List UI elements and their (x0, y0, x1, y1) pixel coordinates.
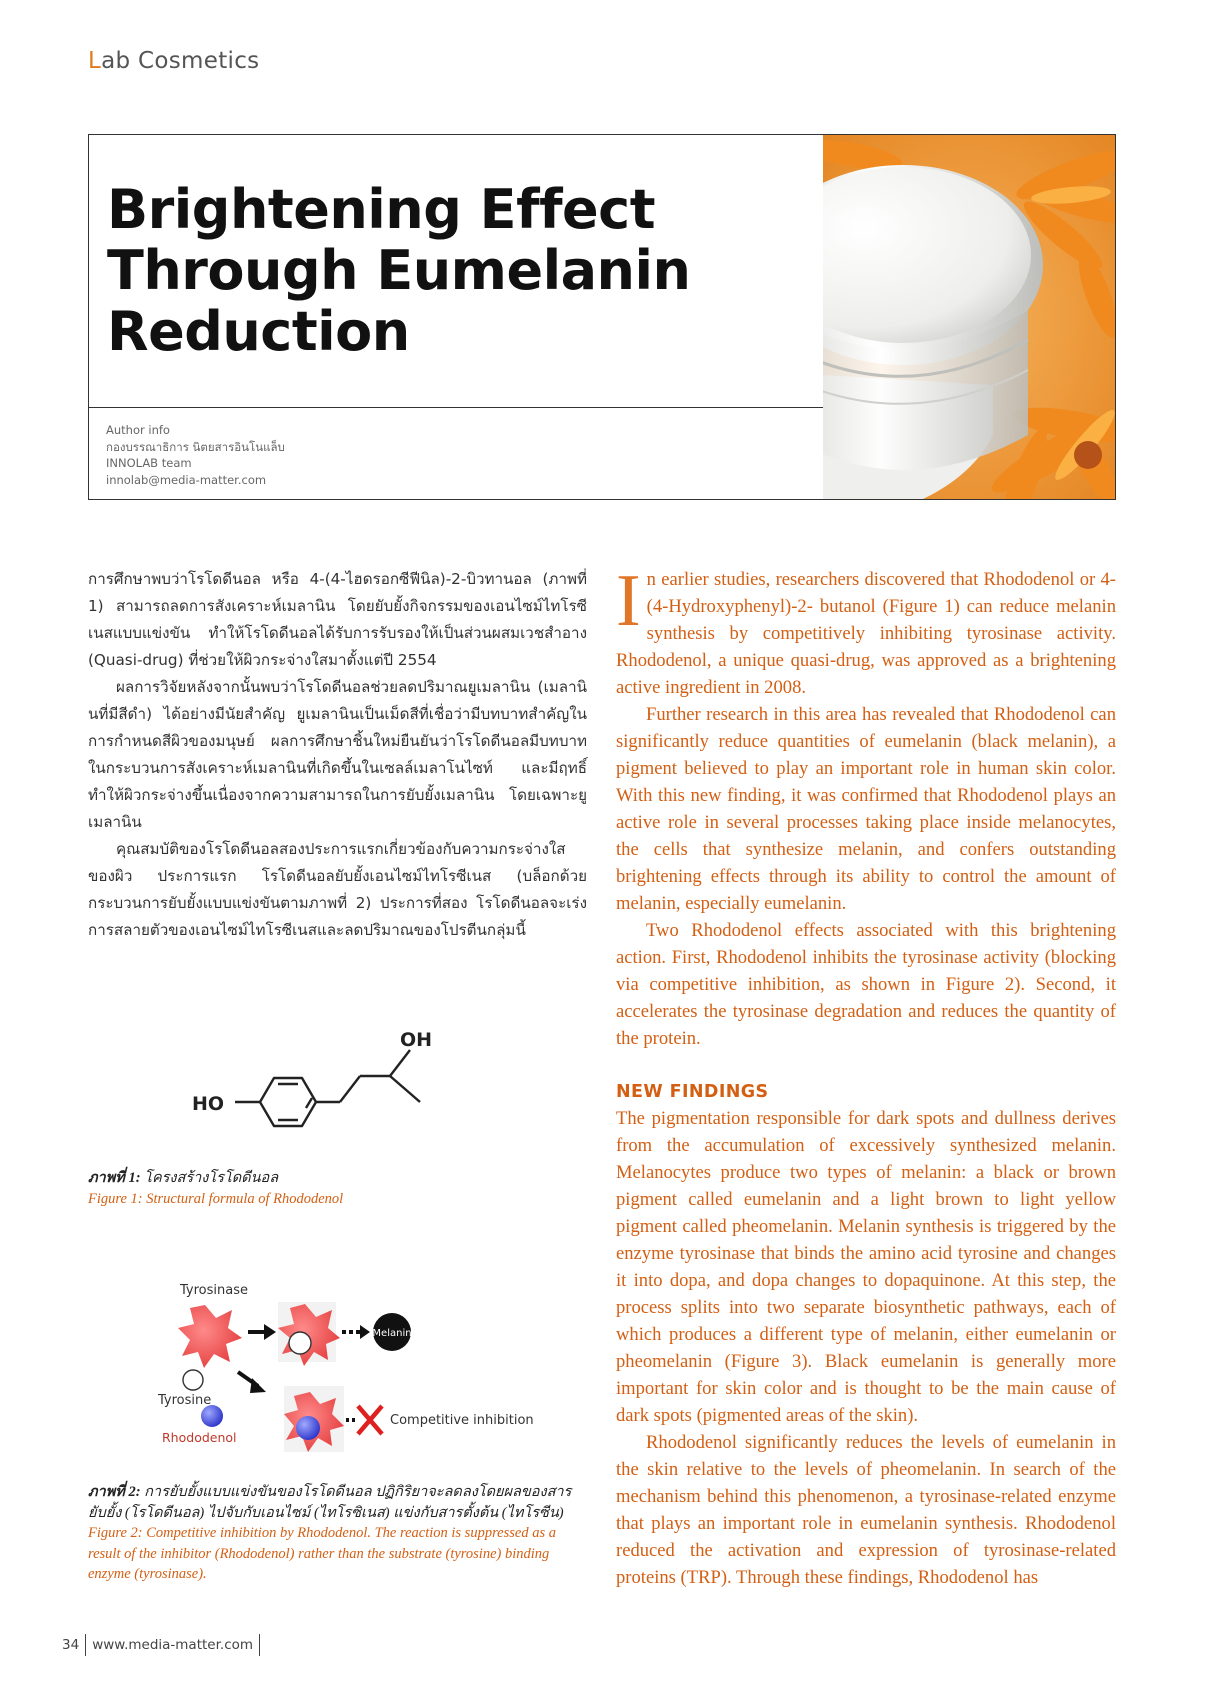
figure-1-structural-formula (190, 1020, 480, 1150)
figure-2-caption: ภาพที่ 2: การยับยั้งแบบแข่งขันของโรโดดีนอล ปฏิกิริยาจะลดลงโดยผลของสารยับยั้ง (โรโดดีนอล) ไปจับกับเอนไซม์ (ไทโรซิเนส) แข่งกับสารตั้งต้น (ไทโรซีน) Figure 2: Competitive inhibition by Rhododenol. The reaction is suppressed as a result of the inhibitor (Rhododenol) rather than the substrate (tyrosine) binding enzyme (tyrosinase). (88, 1484, 572, 1582)
dotted-arrow-icon (342, 1325, 370, 1339)
english-paragraph-1: In earlier studies, researchers discovered that Rhododenol or 4-(4-Hydroxyphenyl)-2- butanol (Figure 1) can reduce melanin synthesis by competitively inhibiting tyrosinase activity. Rhododenol, a unique quasi-drug, was approved as a brightening active ingredient in 2008. (616, 560, 1116, 698)
page-footer (62, 1634, 266, 1656)
tyrosine-icon (183, 1370, 203, 1390)
divider (89, 407, 823, 408)
author-email: innolab@media-matter.com (106, 472, 267, 487)
ho-label: HO (192, 1093, 225, 1115)
figure-2-competitive-inhibition (150, 1280, 550, 1460)
inhibited-complex-icon (284, 1386, 344, 1452)
figure-1-caption: ภาพที่ 1: โครงสร้างโรโดดีนอล Figure 1: Structural formula of Rhododenol (88, 1170, 344, 1207)
english-paragraph-2: Further research in this area has revealed that Rhododenol can significantly reduce quantities of eumelanin (black melanin), a pigment believed to play an important role in human skin color. With this new finding, it was confirmed that Rhododenol plays an active role in several processes taking place inside melanocytes, the cells that synthesize melanin, and confers outstanding brightening effects through its ability to control the amount of melanin, especially eumelanin. (616, 704, 1116, 914)
english-paragraph-4: The pigmentation responsible for dark spots and dullness derives from the accumulation of excessively synthesized melanin. Melanocytes produce two types of melanin: a black or brown pigment called eumelanin and a light brown to light yellow pigment called pheomelanin. Melanin synthesis is triggered by the enzyme tyrosinase that binds the amino acid tyrosine and changes it into dopa, and dopa changes to dopaquinone. At this step, the process splits into two separate biosynthetic pathways, each of which produces a different type of melanin, either eumelanin or pheomelanin (Figure 3). Black eumelanin is generally more important for skin color and is thought to be the main cause of dark spots (pigmented areas of the skin). (616, 1108, 1116, 1426)
enzyme-substrate-complex-icon (278, 1302, 340, 1366)
article-header (88, 134, 1116, 500)
rhododenol-label: Rhododenol (162, 1430, 237, 1445)
melanin-label: Melanin (372, 1328, 412, 1339)
oh-label: OH (400, 1029, 433, 1051)
english-column (616, 560, 1116, 1591)
cross-icon (358, 1406, 382, 1434)
thai-column (88, 566, 587, 944)
rhododenol-icon (201, 1405, 223, 1427)
page-number: 34 (62, 1637, 80, 1653)
dropcap: I (616, 560, 641, 642)
article-title: Brightening Effect Through Eumelanin Reduction (107, 178, 691, 363)
hero-image-cream-flowers (823, 135, 1115, 499)
section-label: Lab Cosmetics (88, 48, 260, 74)
tyrosinase-label: Tyrosinase (180, 1283, 248, 1298)
footer-url[interactable]: www.media-matter.com (92, 1637, 254, 1653)
thai-paragraph-2: ผลการวิจัยหลังจากนั้นพบว่าโรโดดีนอลช่วยลดปริมาณยูเมลานิน (เมลานินที่มีสีดำ) ได้อย่างมีนัยสำคัญ ยูเมลานินเป็นเม็ดสีที่เชื่อว่ามีบทบาทสำคัญในการกำหนดสีผิวของมนุษย์ ผลการศึกษาชิ้นใหม่ยืนยันว่าโรโดดีนอลมีบทบาทในกระบวนการสังเคราะห์เมลานินที่เกิดขึ้นในเซลล์เมลาโนไซท์ และมีฤทธิ์ทำให้ผิวกระจ่างขึ้นเนื่องจากความสามารถในการยับยั้งเมลานิน โดยเฉพาะยูเมลานิน (88, 678, 587, 831)
thai-paragraph-1: การศึกษาพบว่าโรโดดีนอล หรือ 4-(4-ไฮดรอกซีฟีนิล)-2-บิวทานอล (ภาพที่ 1) สามารถลดการสังเคราะห์เมลานิน โดยยับยั้งกิจกรรมของเอนไซม์ไทโรซีเนสแบบแข่งขัน ทำให้โรโดดีนอลได้รับการรับรองให้เป็นส่วนผสมเวชสำอาง (Quasi-drug) ที่ช่วยให้ผิวกระจ่างใสมาตั้งแต่ปี 2554 (88, 570, 587, 669)
author-info: Author info กองบรรณาธิการ นิตยสารอินโนแล็บ INNOLAB team innolab@media-matter.com (106, 423, 285, 487)
english-paragraph-5: Rhododenol significantly reduces the levels of eumelanin in the skin relative to the levels of pheomelanin. In search of the mechanism behind this phenomenon, a tyrosinase-related enzyme that plays an important role in eumelanin synthesis. Rhododenol reduced the activation and expression of tyrosinase-related proteins (TRP). Through these findings, Rhododenol has (616, 1432, 1116, 1588)
tyrosine-label: Tyrosine (158, 1393, 212, 1408)
thai-paragraph-3: คุณสมบัติของโรโดดีนอลสองประการแรกเกี่ยวข้องกับความกระจ่างใสของผิว ประการแรก โรโดดีนอลยับยั้งเอนไซม์ไทโรซีเนส (บล็อกด้วยกระบวนการยับยั้งแบบแข่งขันตามภาพที่ 2) ประการที่สอง โรโดดีนอลจะเร่งการสลายตัวของเอนไซม์ไทโรซีเนสและลดปริมาณของโปรตีนกลุ่มนี้ (88, 840, 587, 939)
competitive-inhibition-label: Competitive inhibition (390, 1413, 534, 1428)
new-findings-heading: NEW FINDINGS (616, 1082, 769, 1102)
english-paragraph-3: Two Rhododenol effects associated with this brightening action. First, Rhododenol inhibits the tyrosinase activity (blocking via competitive inhibition, as shown in Figure 2). Second, it accelerates the tyrosinase degradation and reduces the quantity of the protein. (616, 920, 1116, 1049)
tyrosinase-enzyme-icon (178, 1305, 242, 1368)
arrow-right-icon (248, 1324, 276, 1340)
arrow-diagonal-icon (238, 1372, 266, 1393)
